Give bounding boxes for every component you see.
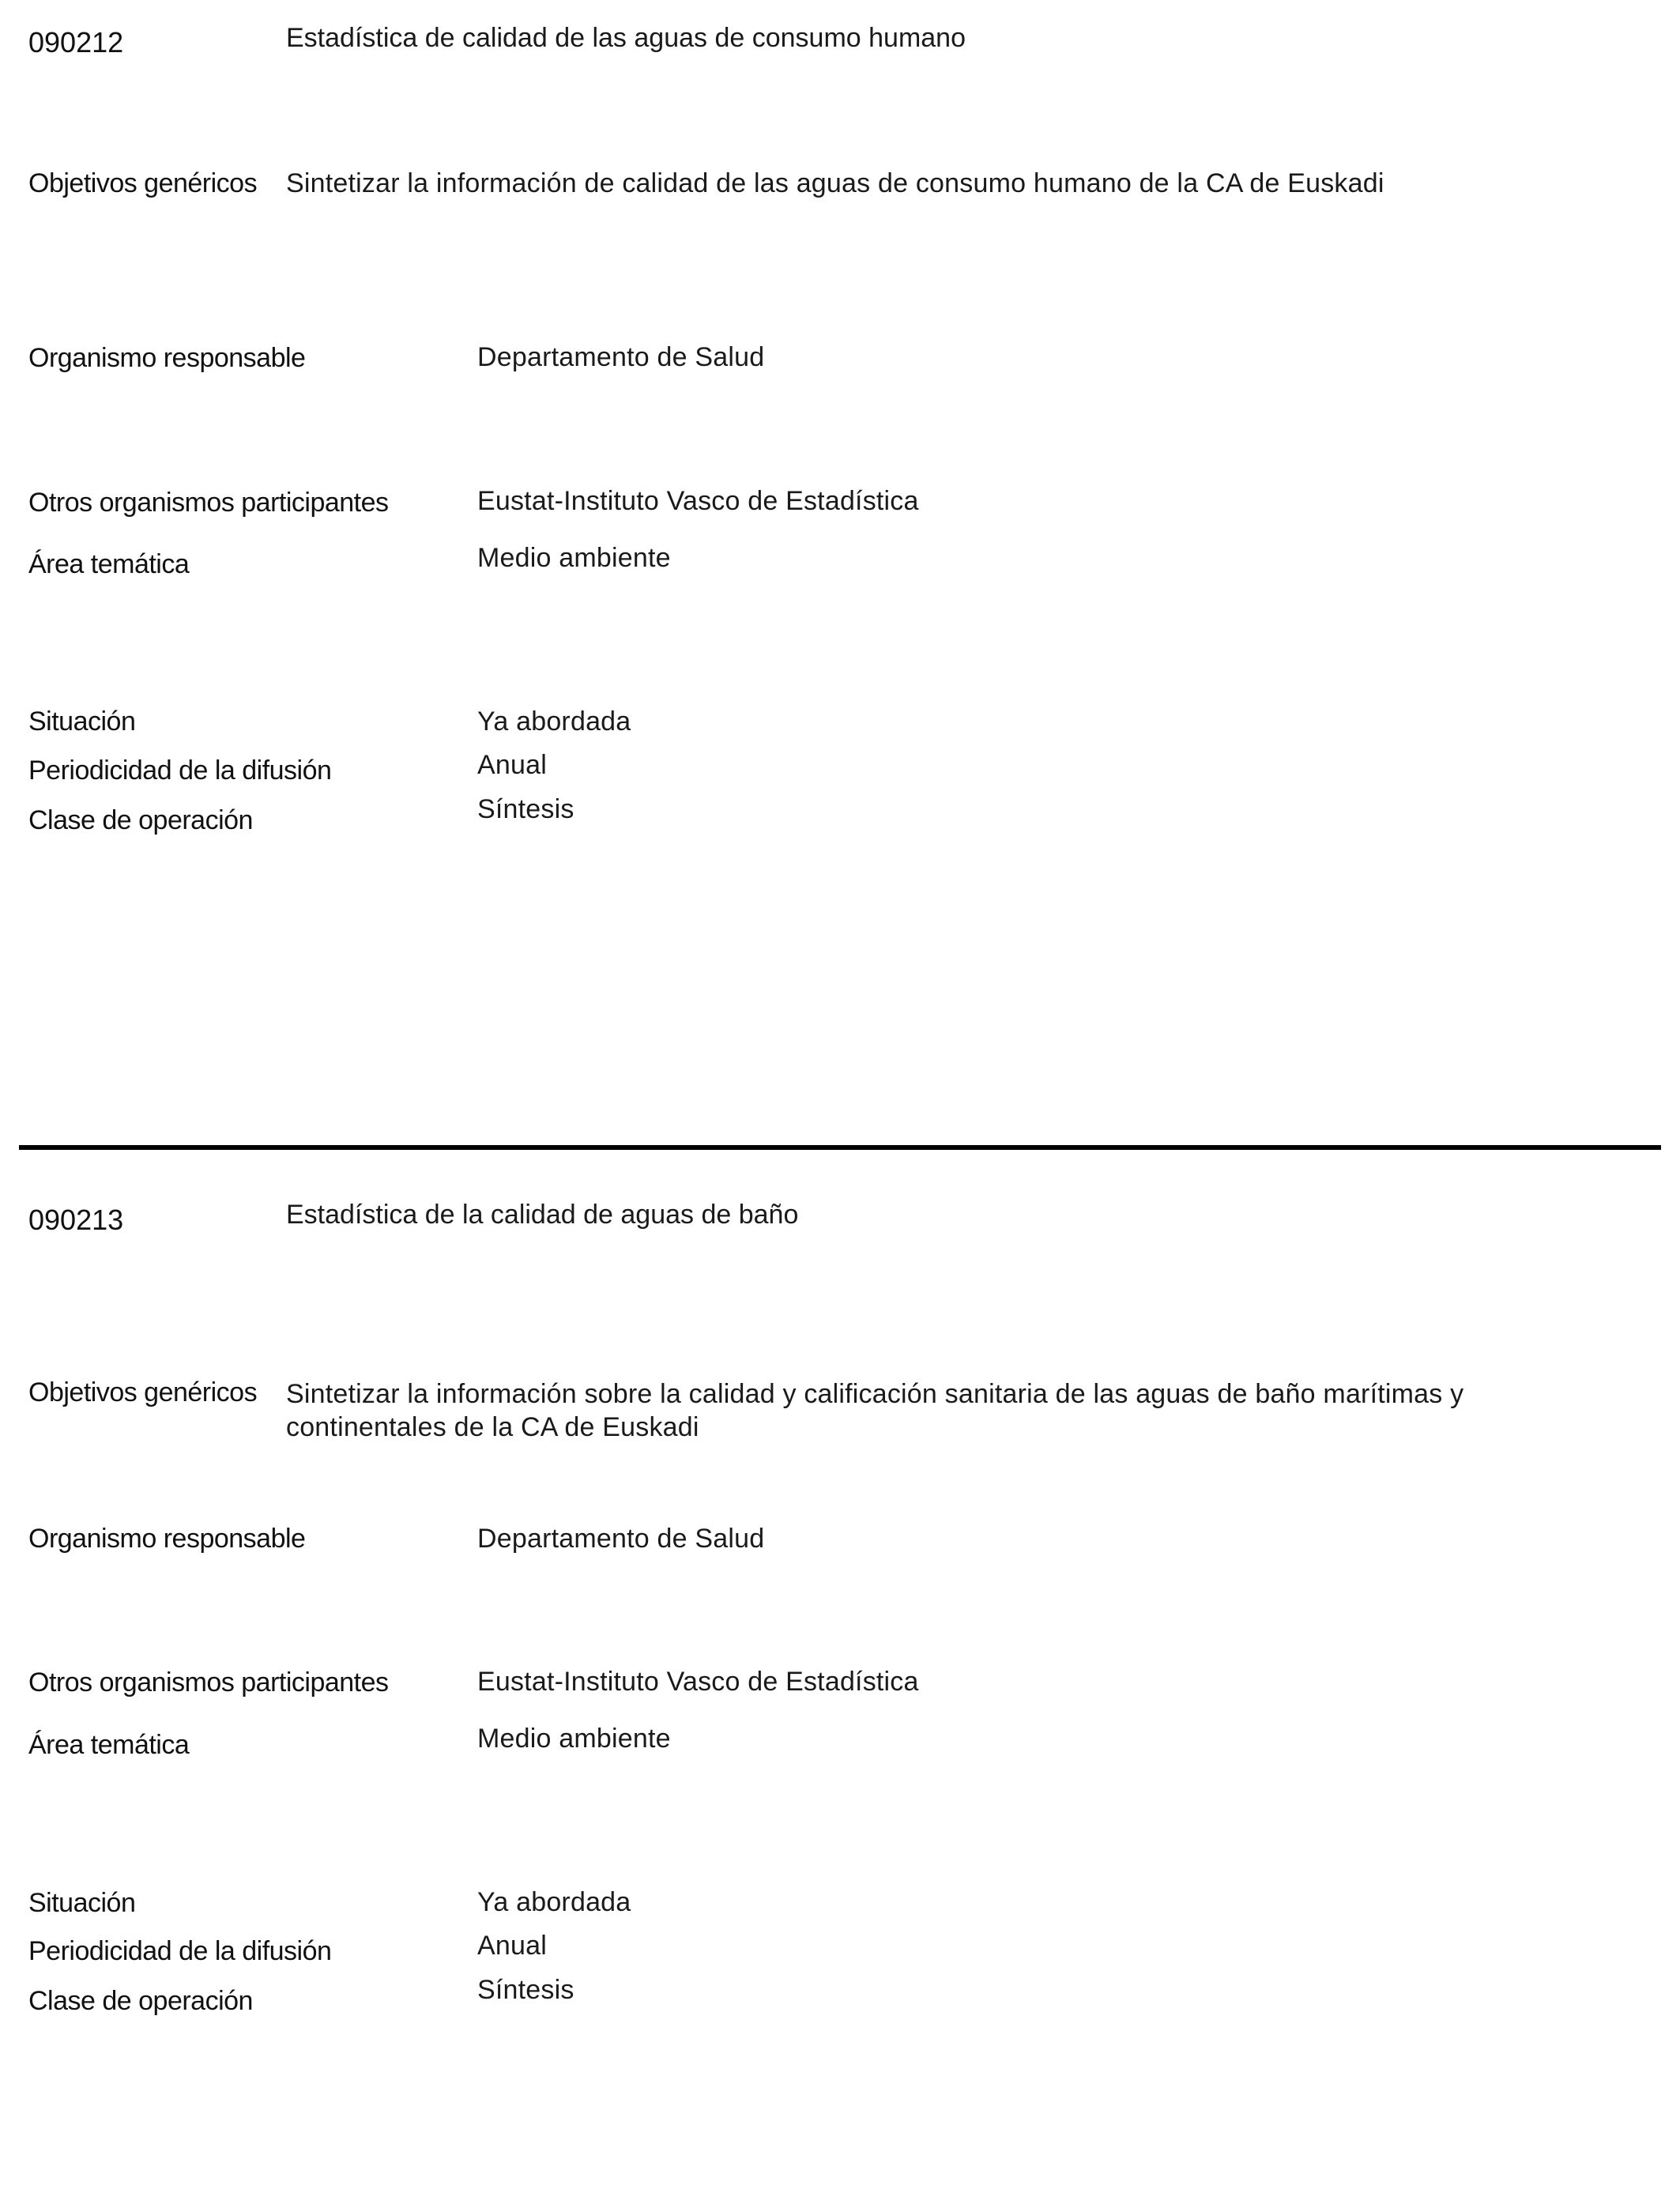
organismo-label: Organismo responsable [28,1524,306,1554]
area-tematica-value: Medio ambiente [477,543,671,573]
otros-organismos-label: Otros organismos participantes [28,488,389,518]
periodicidad-value: Anual [477,1931,547,1961]
periodicidad-label: Periodicidad de la difusión [28,1936,332,1966]
record-code: 090213 [28,1204,124,1236]
objetivos-label: Objetivos genéricos [28,168,258,198]
clase-operacion-value: Síntesis [477,1975,574,2005]
record-title: Estadística de la calidad de aguas de baño [286,1200,799,1230]
clase-operacion-label: Clase de operación [28,1986,253,2016]
clase-operacion-label: Clase de operación [28,805,253,835]
record-code: 090212 [28,26,124,58]
organismo-value: Departamento de Salud [477,342,765,372]
area-tematica-label: Área temática [28,549,190,579]
organismo-label: Organismo responsable [28,343,306,373]
objetivos-label: Objetivos genéricos [28,1377,258,1407]
situacion-value: Ya abordada [477,707,631,737]
otros-organismos-value: Eustat-Instituto Vasco de Estadística [477,486,919,516]
organismo-value: Departamento de Salud [477,1524,765,1554]
objetivos-value: Sintetizar la información de calidad de las aguas de consumo humano de la CA de Euskadi [286,168,1384,198]
situacion-value: Ya abordada [477,1887,631,1917]
otros-organismos-value: Eustat-Instituto Vasco de Estadística [477,1667,919,1697]
area-tematica-value: Medio ambiente [477,1724,671,1754]
periodicidad-value: Anual [477,750,547,780]
record-divider [19,1145,1661,1150]
situacion-label: Situación [28,1888,136,1918]
clase-operacion-value: Síntesis [477,794,574,824]
situacion-label: Situación [28,707,136,737]
objetivos-value: Sintetizar la información sobre la calidad y calificación sanitaria de las aguas de baño marítimas y continentales de la CA de Euskadi [286,1379,1464,1442]
area-tematica-label: Área temática [28,1730,190,1760]
otros-organismos-label: Otros organismos participantes [28,1667,389,1698]
record-title: Estadística de calidad de las aguas de consumo humano [286,23,966,53]
periodicidad-label: Periodicidad de la difusión [28,755,332,786]
